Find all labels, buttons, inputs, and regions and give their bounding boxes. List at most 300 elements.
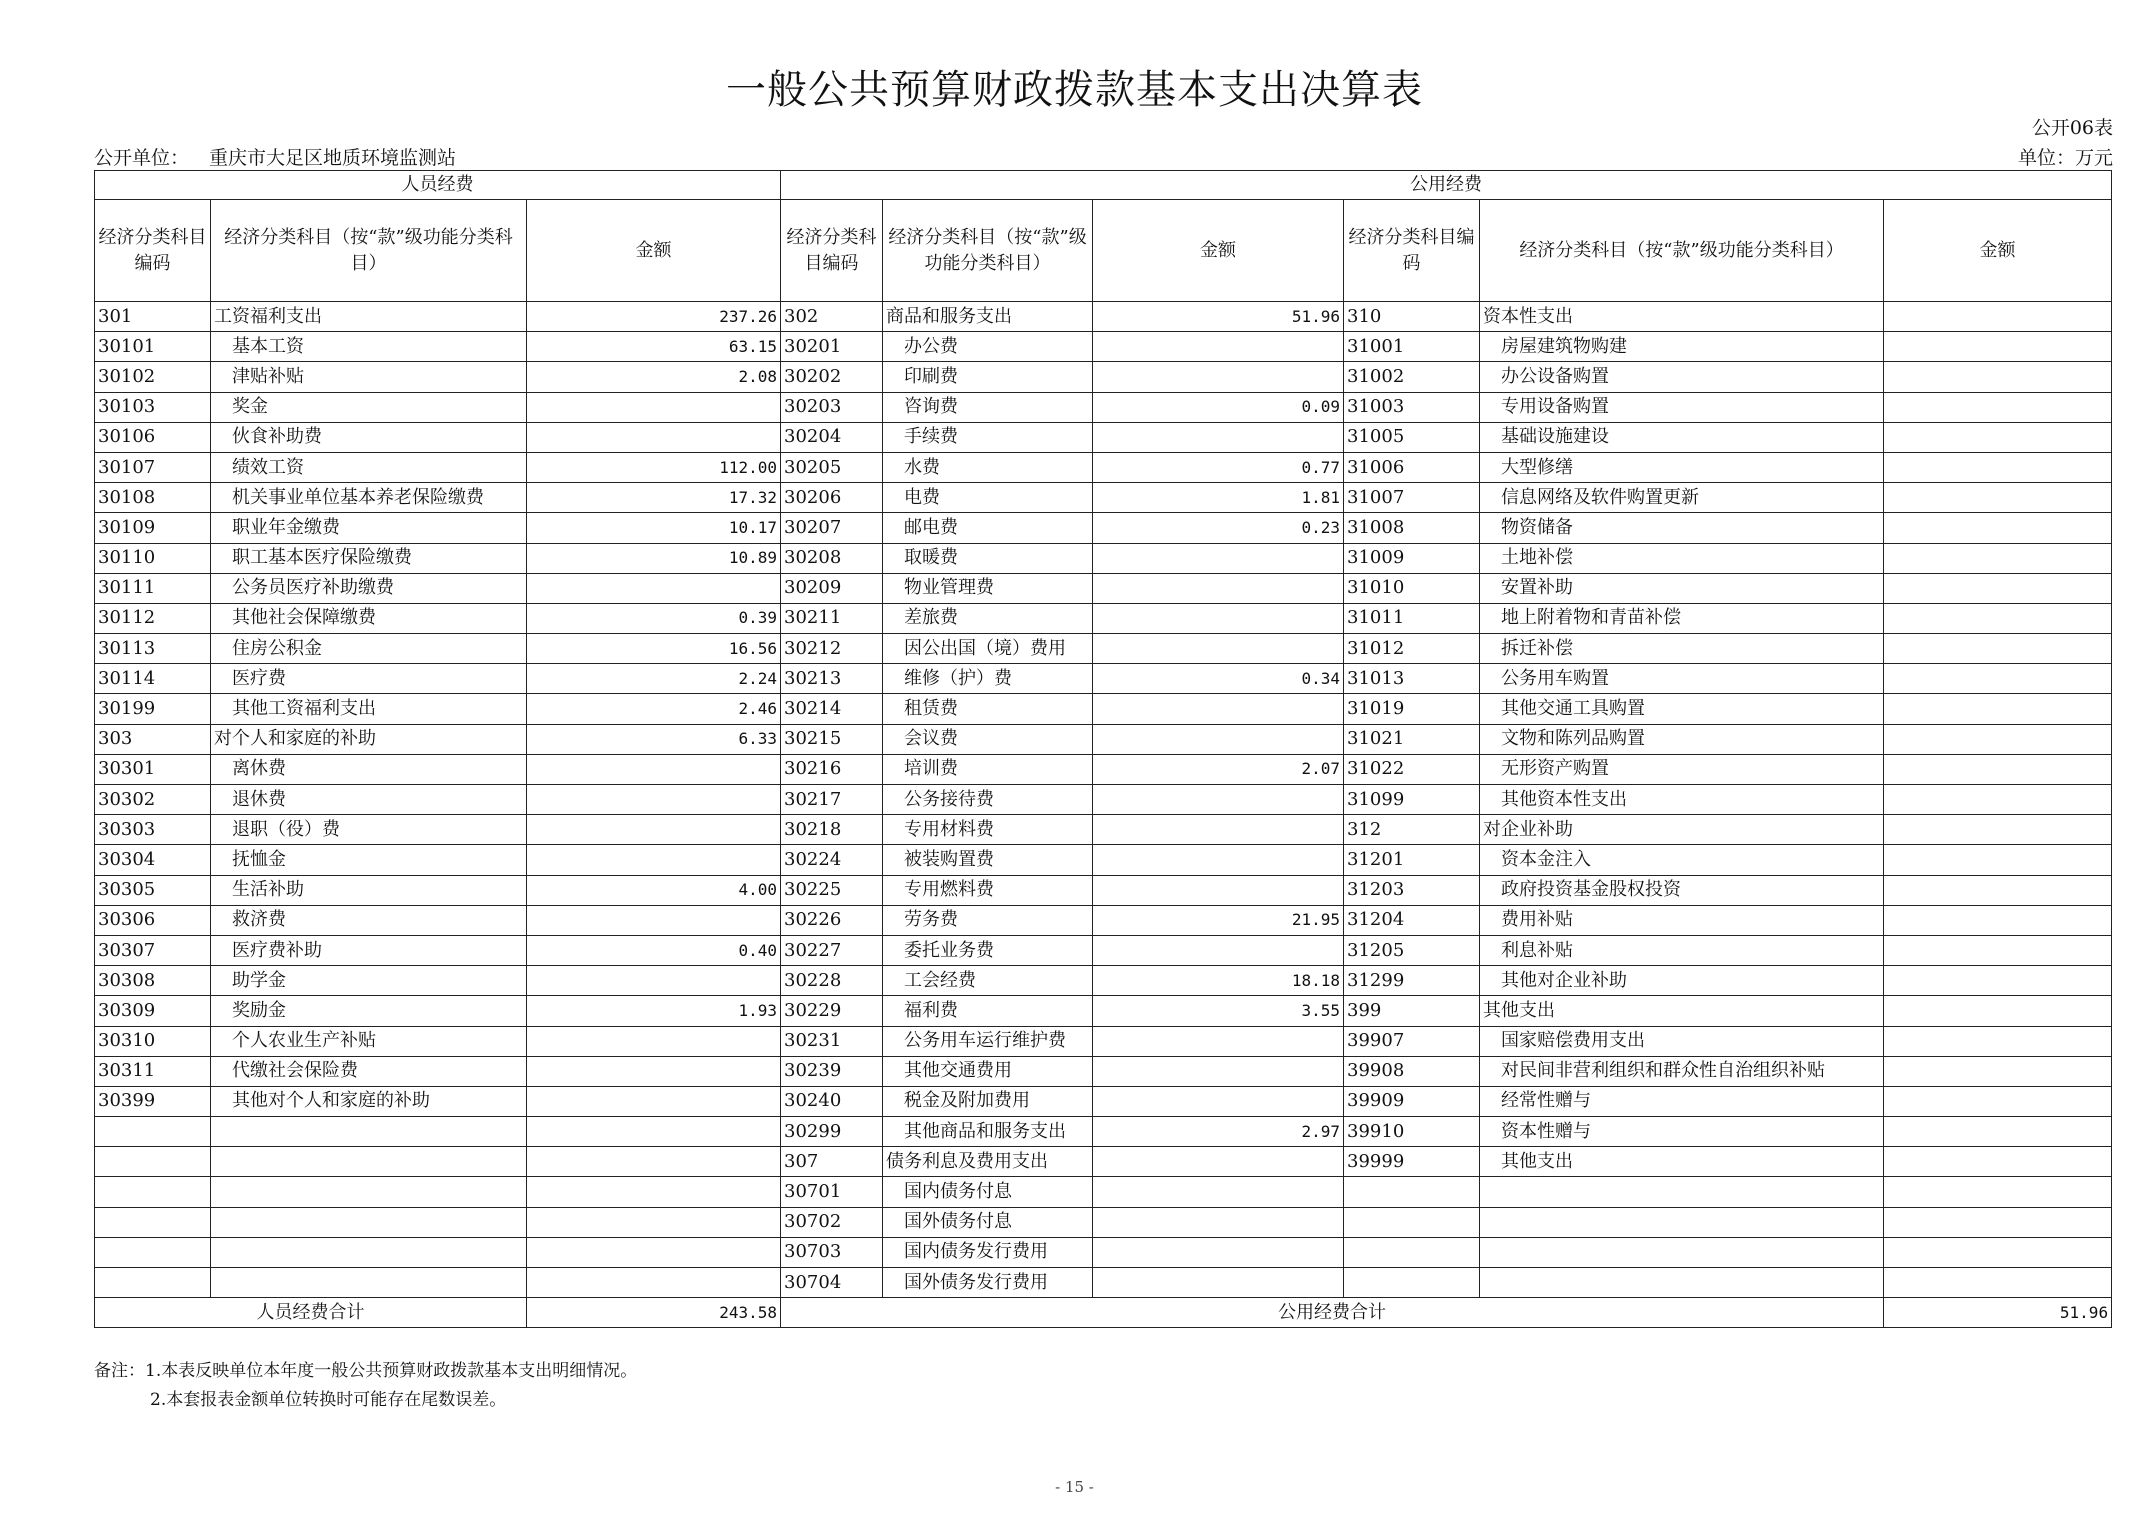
cell-code: 30309 bbox=[95, 996, 211, 1026]
cell-amount bbox=[527, 1147, 781, 1177]
table-row bbox=[95, 724, 2112, 754]
cell-amount: 2.07 bbox=[1093, 754, 1344, 784]
cell-code: 30202 bbox=[781, 362, 883, 392]
reporting-unit bbox=[94, 143, 456, 170]
cell-amount bbox=[527, 422, 781, 452]
cell-code: 312 bbox=[1344, 815, 1480, 845]
cell-name: 差旅费 bbox=[883, 603, 1093, 633]
cell-code: 30101 bbox=[95, 332, 211, 362]
cell-amount: 0.77 bbox=[1093, 452, 1344, 482]
cell-amount bbox=[1093, 815, 1344, 845]
table-row bbox=[95, 573, 2112, 603]
cell-amount bbox=[527, 1268, 781, 1298]
table-row bbox=[95, 362, 2112, 392]
cell-amount bbox=[1884, 332, 2112, 362]
cell-code: 31007 bbox=[1344, 483, 1480, 513]
cell-amount: 112.00 bbox=[527, 452, 781, 482]
cell-code bbox=[95, 1177, 211, 1207]
table-row bbox=[95, 1147, 2112, 1177]
cell-amount bbox=[1884, 1026, 2112, 1056]
cell-amount bbox=[1884, 422, 2112, 452]
cell-name: 个人农业生产补贴 bbox=[211, 1026, 527, 1056]
cell-name: 生活补助 bbox=[211, 875, 527, 905]
cell-name: 绩效工资 bbox=[211, 452, 527, 482]
cell-code: 302 bbox=[781, 302, 883, 332]
public-total-label: 公用经费合计 bbox=[781, 1298, 1884, 1328]
col-header-amount: 金额 bbox=[1093, 200, 1344, 302]
cell-code: 30213 bbox=[781, 664, 883, 694]
table-row bbox=[95, 452, 2112, 482]
table-row bbox=[95, 935, 2112, 965]
cell-amount bbox=[1093, 845, 1344, 875]
cell-code: 30399 bbox=[95, 1086, 211, 1116]
cell-code: 30107 bbox=[95, 452, 211, 482]
cell-amount bbox=[1884, 362, 2112, 392]
cell-amount bbox=[1884, 573, 2112, 603]
cell-amount bbox=[1093, 332, 1344, 362]
cell-code: 30110 bbox=[95, 543, 211, 573]
cell-code bbox=[95, 1207, 211, 1237]
cell-code: 30224 bbox=[781, 845, 883, 875]
cell-name: 其他对企业补助 bbox=[1480, 966, 1884, 996]
cell-amount bbox=[527, 1086, 781, 1116]
cell-amount bbox=[1884, 1086, 2112, 1116]
cell-code: 31013 bbox=[1344, 664, 1480, 694]
unit-label: 公开单位： bbox=[94, 147, 190, 169]
cell-name: 福利费 bbox=[883, 996, 1093, 1026]
table-row bbox=[95, 1268, 2112, 1298]
col-header-name: 经济分类科目（按“款”级功能分类科目） bbox=[1480, 200, 1884, 302]
cell-name: 税金及附加费用 bbox=[883, 1086, 1093, 1116]
cell-code: 30703 bbox=[781, 1237, 883, 1267]
cell-code: 30304 bbox=[95, 845, 211, 875]
cell-amount bbox=[1884, 1207, 2112, 1237]
cell-amount: 4.00 bbox=[527, 875, 781, 905]
cell-name: 其他商品和服务支出 bbox=[883, 1117, 1093, 1147]
cell-amount bbox=[1884, 724, 2112, 754]
page-title: 一般公共预算财政拨款基本支出决算表 bbox=[726, 67, 1423, 113]
cell-amount bbox=[1884, 1237, 2112, 1267]
table-row bbox=[95, 543, 2112, 573]
cell-name: 电费 bbox=[883, 483, 1093, 513]
cell-amount bbox=[527, 905, 781, 935]
cell-name: 因公出国（境）费用 bbox=[883, 634, 1093, 664]
cell-name: 取暖费 bbox=[883, 543, 1093, 573]
cell-name bbox=[211, 1147, 527, 1177]
expenditure-table bbox=[94, 170, 2112, 1328]
cell-amount bbox=[1884, 452, 2112, 482]
cell-name: 利息补贴 bbox=[1480, 935, 1884, 965]
cell-amount: 17.32 bbox=[527, 483, 781, 513]
table-row bbox=[95, 1237, 2112, 1267]
cell-name: 办公设备购置 bbox=[1480, 362, 1884, 392]
cell-code: 30203 bbox=[781, 392, 883, 422]
cell-code bbox=[1344, 1177, 1480, 1207]
cell-amount bbox=[527, 785, 781, 815]
table-row bbox=[95, 422, 2112, 452]
cell-name: 资本金注入 bbox=[1480, 845, 1884, 875]
cell-code bbox=[1344, 1237, 1480, 1267]
cell-code: 30307 bbox=[95, 935, 211, 965]
cell-code: 31203 bbox=[1344, 875, 1480, 905]
col-header-name: 经济分类科目（按“款”级功能分类科目） bbox=[883, 200, 1093, 302]
cell-name: 工会经费 bbox=[883, 966, 1093, 996]
cell-name: 职业年金缴费 bbox=[211, 513, 527, 543]
table-row bbox=[95, 664, 2112, 694]
cell-code: 310 bbox=[1344, 302, 1480, 332]
cell-name bbox=[1480, 1237, 1884, 1267]
table-row bbox=[95, 966, 2112, 996]
cell-name: 其他支出 bbox=[1480, 1147, 1884, 1177]
cell-amount bbox=[1884, 966, 2112, 996]
cell-name: 劳务费 bbox=[883, 905, 1093, 935]
table-row bbox=[95, 694, 2112, 724]
cell-amount: 18.18 bbox=[1093, 966, 1344, 996]
cell-name bbox=[211, 1207, 527, 1237]
cell-code: 31006 bbox=[1344, 452, 1480, 482]
cell-amount: 0.09 bbox=[1093, 392, 1344, 422]
cell-amount bbox=[1884, 694, 2112, 724]
table-row bbox=[95, 1086, 2112, 1116]
cell-amount: 0.34 bbox=[1093, 664, 1344, 694]
cell-code bbox=[95, 1117, 211, 1147]
cell-code: 30303 bbox=[95, 815, 211, 845]
cell-amount bbox=[1884, 845, 2112, 875]
cell-code: 303 bbox=[95, 724, 211, 754]
table-row bbox=[95, 905, 2112, 935]
table-row bbox=[95, 1117, 2112, 1147]
cell-amount bbox=[1884, 1056, 2112, 1086]
cell-code bbox=[1344, 1207, 1480, 1237]
cell-amount bbox=[1884, 543, 2112, 573]
table-row bbox=[95, 996, 2112, 1026]
unit-name: 重庆市大足区地质环境监测站 bbox=[209, 147, 457, 169]
cell-name: 公务接待费 bbox=[883, 785, 1093, 815]
cell-code: 30240 bbox=[781, 1086, 883, 1116]
cell-code: 301 bbox=[95, 302, 211, 332]
cell-name: 基础设施建设 bbox=[1480, 422, 1884, 452]
cell-name bbox=[1480, 1177, 1884, 1207]
cell-code: 30239 bbox=[781, 1056, 883, 1086]
cell-name: 公务用车购置 bbox=[1480, 664, 1884, 694]
cell-code: 30299 bbox=[781, 1117, 883, 1147]
cell-name: 公务员医疗补助缴费 bbox=[211, 573, 527, 603]
cell-name: 水费 bbox=[883, 452, 1093, 482]
cell-amount bbox=[527, 1026, 781, 1056]
cell-code: 31012 bbox=[1344, 634, 1480, 664]
cell-name: 奖金 bbox=[211, 392, 527, 422]
cell-code: 30308 bbox=[95, 966, 211, 996]
cell-code: 31022 bbox=[1344, 754, 1480, 784]
cell-amount bbox=[1884, 875, 2112, 905]
cell-amount bbox=[1093, 694, 1344, 724]
cell-amount bbox=[1093, 543, 1344, 573]
cell-code: 30111 bbox=[95, 573, 211, 603]
cell-code: 30217 bbox=[781, 785, 883, 815]
cell-code: 30205 bbox=[781, 452, 883, 482]
col-header-amount: 金额 bbox=[1884, 200, 2112, 302]
cell-amount bbox=[1884, 754, 2112, 784]
cell-code: 30231 bbox=[781, 1026, 883, 1056]
cell-code: 31204 bbox=[1344, 905, 1480, 935]
cell-name: 债务利息及费用支出 bbox=[883, 1147, 1093, 1177]
cell-name: 印刷费 bbox=[883, 362, 1093, 392]
cell-amount bbox=[1093, 1207, 1344, 1237]
cell-code: 31021 bbox=[1344, 724, 1480, 754]
cell-code bbox=[1344, 1268, 1480, 1298]
cell-amount: 63.15 bbox=[527, 332, 781, 362]
cell-name: 文物和陈列品购置 bbox=[1480, 724, 1884, 754]
cell-amount bbox=[1884, 634, 2112, 664]
cell-name: 物资储备 bbox=[1480, 513, 1884, 543]
cell-name: 退休费 bbox=[211, 785, 527, 815]
cell-code: 30208 bbox=[781, 543, 883, 573]
col-header-code: 经济分类科目编码 bbox=[1344, 200, 1480, 302]
cell-amount bbox=[1093, 422, 1344, 452]
cell-amount bbox=[1093, 634, 1344, 664]
cell-name: 物业管理费 bbox=[883, 573, 1093, 603]
cell-amount bbox=[1884, 513, 2112, 543]
cell-name: 房屋建筑物购建 bbox=[1480, 332, 1884, 362]
cell-name: 离休费 bbox=[211, 754, 527, 784]
cell-code: 39908 bbox=[1344, 1056, 1480, 1086]
cell-amount bbox=[1884, 935, 2112, 965]
cell-name: 租赁费 bbox=[883, 694, 1093, 724]
cell-code: 31099 bbox=[1344, 785, 1480, 815]
cell-name: 其他支出 bbox=[1480, 996, 1884, 1026]
cell-code: 30701 bbox=[781, 1177, 883, 1207]
cell-code: 30704 bbox=[781, 1268, 883, 1298]
cell-name: 信息网络及软件购置更新 bbox=[1480, 483, 1884, 513]
cell-name: 国外债务发行费用 bbox=[883, 1268, 1093, 1298]
cell-code: 39999 bbox=[1344, 1147, 1480, 1177]
totals-row bbox=[95, 1298, 2112, 1328]
cell-code: 30306 bbox=[95, 905, 211, 935]
cell-code: 30209 bbox=[781, 573, 883, 603]
cell-name bbox=[211, 1237, 527, 1267]
cell-amount bbox=[1093, 785, 1344, 815]
cell-code: 31001 bbox=[1344, 332, 1480, 362]
cell-amount bbox=[1093, 1177, 1344, 1207]
cell-code: 31205 bbox=[1344, 935, 1480, 965]
cell-name: 代缴社会保险费 bbox=[211, 1056, 527, 1086]
cell-code: 30102 bbox=[95, 362, 211, 392]
cell-amount: 2.08 bbox=[527, 362, 781, 392]
table-row bbox=[95, 1026, 2112, 1056]
note-1: 备注：1.本表反映单位本年度一般公共预算财政拨款基本支出明细情况。 bbox=[94, 1361, 638, 1381]
cell-name: 会议费 bbox=[883, 724, 1093, 754]
personnel-total-label: 人员经费合计 bbox=[95, 1298, 527, 1328]
cell-amount bbox=[1884, 302, 2112, 332]
cell-code: 30702 bbox=[781, 1207, 883, 1237]
cell-amount: 51.96 bbox=[1093, 302, 1344, 332]
table-row bbox=[95, 1177, 2112, 1207]
cell-code: 31002 bbox=[1344, 362, 1480, 392]
public-total-amount: 51.96 bbox=[1884, 1298, 2112, 1328]
cell-amount: 2.97 bbox=[1093, 1117, 1344, 1147]
cell-amount bbox=[1093, 724, 1344, 754]
cell-name: 对民间非营利组织和群众性自治组织补贴 bbox=[1480, 1056, 1884, 1086]
table-row bbox=[95, 845, 2112, 875]
cell-amount bbox=[1884, 1117, 2112, 1147]
cell-code: 30218 bbox=[781, 815, 883, 845]
col-header-amount: 金额 bbox=[527, 200, 781, 302]
cell-amount bbox=[1884, 392, 2112, 422]
cell-code: 31008 bbox=[1344, 513, 1480, 543]
cell-code: 30109 bbox=[95, 513, 211, 543]
cell-name: 专用设备购置 bbox=[1480, 392, 1884, 422]
cell-name: 对个人和家庭的补助 bbox=[211, 724, 527, 754]
cell-name: 医疗费补助 bbox=[211, 935, 527, 965]
cell-code: 30302 bbox=[95, 785, 211, 815]
table-row bbox=[95, 875, 2112, 905]
cell-amount bbox=[1093, 573, 1344, 603]
cell-name: 其他交通费用 bbox=[883, 1056, 1093, 1086]
cell-amount bbox=[1884, 996, 2112, 1026]
cell-name: 维修（护）费 bbox=[883, 664, 1093, 694]
table-row bbox=[95, 754, 2112, 784]
cell-name: 手续费 bbox=[883, 422, 1093, 452]
cell-amount: 3.55 bbox=[1093, 996, 1344, 1026]
cell-amount bbox=[1884, 603, 2112, 633]
cell-name: 医疗费 bbox=[211, 664, 527, 694]
cell-code: 30106 bbox=[95, 422, 211, 452]
cell-code: 31009 bbox=[1344, 543, 1480, 573]
cell-code: 30228 bbox=[781, 966, 883, 996]
cell-name: 抚恤金 bbox=[211, 845, 527, 875]
table-row bbox=[95, 513, 2112, 543]
cell-code: 399 bbox=[1344, 996, 1480, 1026]
cell-code: 30226 bbox=[781, 905, 883, 935]
cell-amount bbox=[527, 845, 781, 875]
col-header-code: 经济分类科目编码 bbox=[781, 200, 883, 302]
cell-amount bbox=[1093, 362, 1344, 392]
cell-code: 30114 bbox=[95, 664, 211, 694]
cell-name: 国内债务付息 bbox=[883, 1177, 1093, 1207]
cell-code: 30204 bbox=[781, 422, 883, 452]
cell-amount bbox=[1093, 603, 1344, 633]
cell-code: 30310 bbox=[95, 1026, 211, 1056]
cell-amount bbox=[1884, 905, 2112, 935]
cell-amount bbox=[1884, 664, 2112, 694]
group-header-public: 公用经费 bbox=[781, 171, 2112, 200]
cell-name: 国内债务发行费用 bbox=[883, 1237, 1093, 1267]
cell-name: 拆迁补偿 bbox=[1480, 634, 1884, 664]
cell-amount: 2.24 bbox=[527, 664, 781, 694]
cell-name: 住房公积金 bbox=[211, 634, 527, 664]
cell-name bbox=[211, 1177, 527, 1207]
cell-amount bbox=[527, 1056, 781, 1086]
cell-name: 助学金 bbox=[211, 966, 527, 996]
cell-code: 30311 bbox=[95, 1056, 211, 1086]
col-header-code: 经济分类科目编码 bbox=[95, 200, 211, 302]
cell-code: 31003 bbox=[1344, 392, 1480, 422]
cell-amount bbox=[1093, 875, 1344, 905]
cell-amount: 10.17 bbox=[527, 513, 781, 543]
cell-code: 30216 bbox=[781, 754, 883, 784]
cell-code: 30201 bbox=[781, 332, 883, 362]
cell-amount bbox=[527, 392, 781, 422]
cell-name: 其他交通工具购置 bbox=[1480, 694, 1884, 724]
amount-unit: 单位：万元 bbox=[2017, 147, 2113, 169]
cell-code bbox=[95, 1147, 211, 1177]
cell-name: 办公费 bbox=[883, 332, 1093, 362]
cell-code: 30206 bbox=[781, 483, 883, 513]
cell-code: 30113 bbox=[95, 634, 211, 664]
cell-name: 费用补贴 bbox=[1480, 905, 1884, 935]
cell-code: 30108 bbox=[95, 483, 211, 513]
cell-code: 31299 bbox=[1344, 966, 1480, 996]
personnel-total-amount: 243.58 bbox=[527, 1298, 781, 1328]
cell-code: 31005 bbox=[1344, 422, 1480, 452]
cell-amount: 21.95 bbox=[1093, 905, 1344, 935]
cell-code: 30212 bbox=[781, 634, 883, 664]
cell-name: 政府投资基金股权投资 bbox=[1480, 875, 1884, 905]
table-row bbox=[95, 634, 2112, 664]
cell-amount: 237.26 bbox=[527, 302, 781, 332]
cell-name: 邮电费 bbox=[883, 513, 1093, 543]
cell-code: 30207 bbox=[781, 513, 883, 543]
cell-amount bbox=[527, 573, 781, 603]
cell-name: 公务用车运行维护费 bbox=[883, 1026, 1093, 1056]
cell-name: 救济费 bbox=[211, 905, 527, 935]
cell-name: 专用燃料费 bbox=[883, 875, 1093, 905]
table-row bbox=[95, 332, 2112, 362]
cell-amount: 0.23 bbox=[1093, 513, 1344, 543]
cell-code: 30215 bbox=[781, 724, 883, 754]
cell-name: 对企业补助 bbox=[1480, 815, 1884, 845]
cell-amount bbox=[527, 815, 781, 845]
note-2: 2.本套报表金额单位转换时可能存在尾数误差。 bbox=[150, 1390, 507, 1410]
table-row bbox=[95, 603, 2112, 633]
cell-name: 基本工资 bbox=[211, 332, 527, 362]
cell-name: 其他工资福利支出 bbox=[211, 694, 527, 724]
cell-name: 培训费 bbox=[883, 754, 1093, 784]
cell-code: 30227 bbox=[781, 935, 883, 965]
cell-name: 专用材料费 bbox=[883, 815, 1093, 845]
cell-name: 伙食补助费 bbox=[211, 422, 527, 452]
cell-amount bbox=[527, 1117, 781, 1147]
table-row bbox=[95, 1056, 2112, 1086]
cell-name bbox=[1480, 1207, 1884, 1237]
cell-code: 31010 bbox=[1344, 573, 1480, 603]
cell-code: 30199 bbox=[95, 694, 211, 724]
cell-name: 国家赔偿费用支出 bbox=[1480, 1026, 1884, 1056]
cell-code: 31019 bbox=[1344, 694, 1480, 724]
cell-code: 30214 bbox=[781, 694, 883, 724]
cell-name: 地上附着物和青苗补偿 bbox=[1480, 603, 1884, 633]
cell-name: 商品和服务支出 bbox=[883, 302, 1093, 332]
cell-code: 307 bbox=[781, 1147, 883, 1177]
cell-name: 国外债务付息 bbox=[883, 1207, 1093, 1237]
cell-amount: 10.89 bbox=[527, 543, 781, 573]
cell-amount bbox=[1093, 1086, 1344, 1116]
cell-name: 职工基本医疗保险缴费 bbox=[211, 543, 527, 573]
cell-name: 咨询费 bbox=[883, 392, 1093, 422]
cell-name: 工资福利支出 bbox=[211, 302, 527, 332]
cell-name: 委托业务费 bbox=[883, 935, 1093, 965]
cell-name: 安置补助 bbox=[1480, 573, 1884, 603]
cell-code: 30225 bbox=[781, 875, 883, 905]
cell-name: 机关事业单位基本养老保险缴费 bbox=[211, 483, 527, 513]
cell-amount: 1.81 bbox=[1093, 483, 1344, 513]
cell-amount: 6.33 bbox=[527, 724, 781, 754]
table-row bbox=[95, 785, 2112, 815]
table-row bbox=[95, 302, 2112, 332]
cell-name: 被装购置费 bbox=[883, 845, 1093, 875]
cell-amount bbox=[527, 1237, 781, 1267]
cell-code bbox=[95, 1237, 211, 1267]
